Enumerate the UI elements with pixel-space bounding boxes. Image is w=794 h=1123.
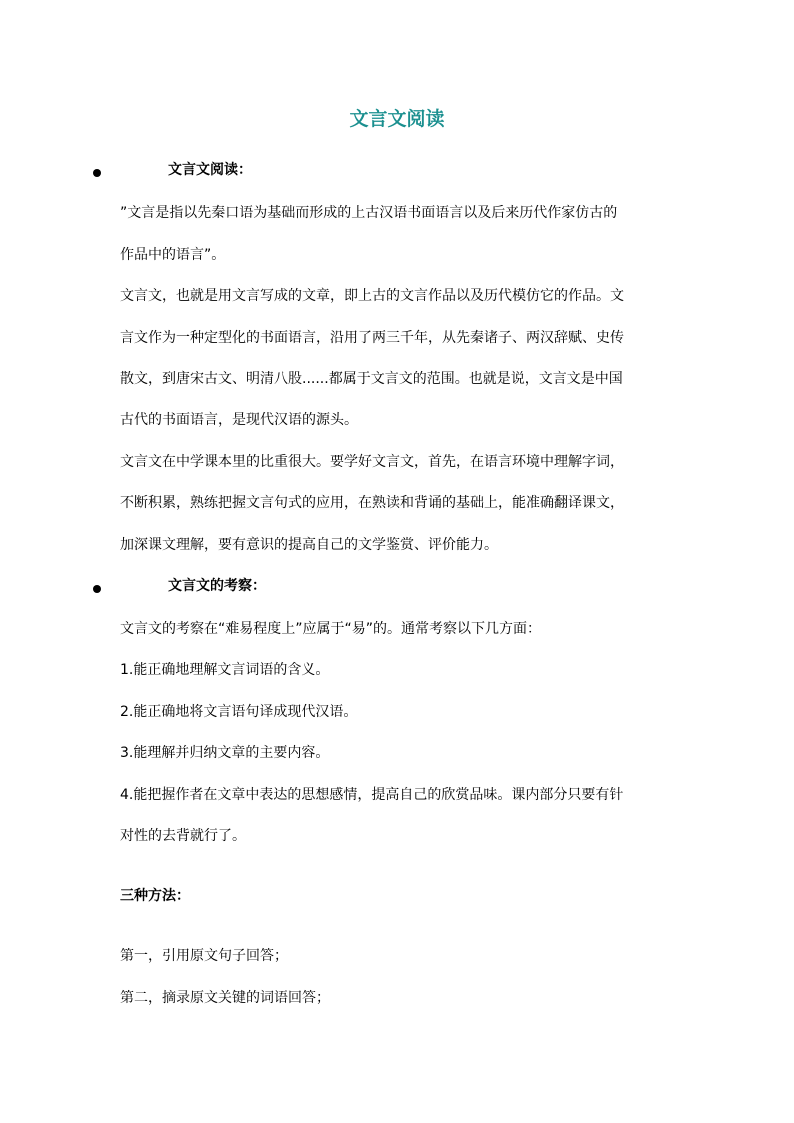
method-item: 第二，摘录原文关键的词语回答； bbox=[120, 990, 330, 1006]
paragraph-line: 散文，到唐宋古文、明清八股......都属于文言文的范围。也就是说，文言文是中国 bbox=[120, 371, 623, 387]
paragraph-line: 作品中的语言”。 bbox=[120, 247, 226, 263]
paragraph-line: 文言文的考察在“难易程度上”应属于“易”的。通常考察以下几方面： bbox=[120, 621, 542, 637]
paragraph-line: ”文言是指以先秦口语为基础而形成的上古汉语书面语言以及后来历代作家仿古的 bbox=[120, 205, 618, 221]
methods-heading: 三种方法： bbox=[120, 888, 190, 904]
list-item: 1.能正确地理解文言词语的含义。 bbox=[120, 662, 330, 678]
method-item: 第一，引用原文句子回答； bbox=[120, 948, 288, 964]
list-item: 2.能正确地将文言语句译成现代汉语。 bbox=[120, 704, 358, 720]
document-title: 文言文阅读 bbox=[349, 108, 445, 130]
list-item: 对性的去背就行了。 bbox=[120, 828, 246, 844]
paragraph-line: 加深课文理解，要有意识的提高自己的文学鉴赏、评价能力。 bbox=[120, 537, 498, 553]
paragraph-line: 文言文在中学课本里的比重很大。要学好文言文，首先，在语言环境中理解字词， bbox=[120, 454, 624, 470]
section-heading: 文言文阅读： bbox=[168, 162, 252, 178]
bullet-icon bbox=[93, 585, 101, 593]
paragraph-line: 文言文，也就是用文言写成的文章，即上古的文言作品以及历代模仿它的作品。文 bbox=[120, 288, 624, 304]
paragraph-line: 言文作为一种定型化的书面语言，沿用了两三千年，从先秦诸子、两汉辞赋、史传 bbox=[120, 330, 624, 346]
list-item: 3.能理解并归纳文章的主要内容。 bbox=[120, 745, 330, 761]
list-item: 4.能把握作者在文章中表达的思想感情，提高自己的欣赏品味。课内部分只要有针 bbox=[120, 787, 624, 803]
section-heading: 文言文的考察： bbox=[168, 578, 266, 594]
bullet-icon bbox=[93, 169, 101, 177]
paragraph-line: 不断积累，熟练把握文言句式的应用，在熟读和背诵的基础上，能准确翻译课文， bbox=[120, 495, 624, 511]
paragraph-line: 古代的书面语言，是现代汉语的源头。 bbox=[120, 412, 358, 428]
